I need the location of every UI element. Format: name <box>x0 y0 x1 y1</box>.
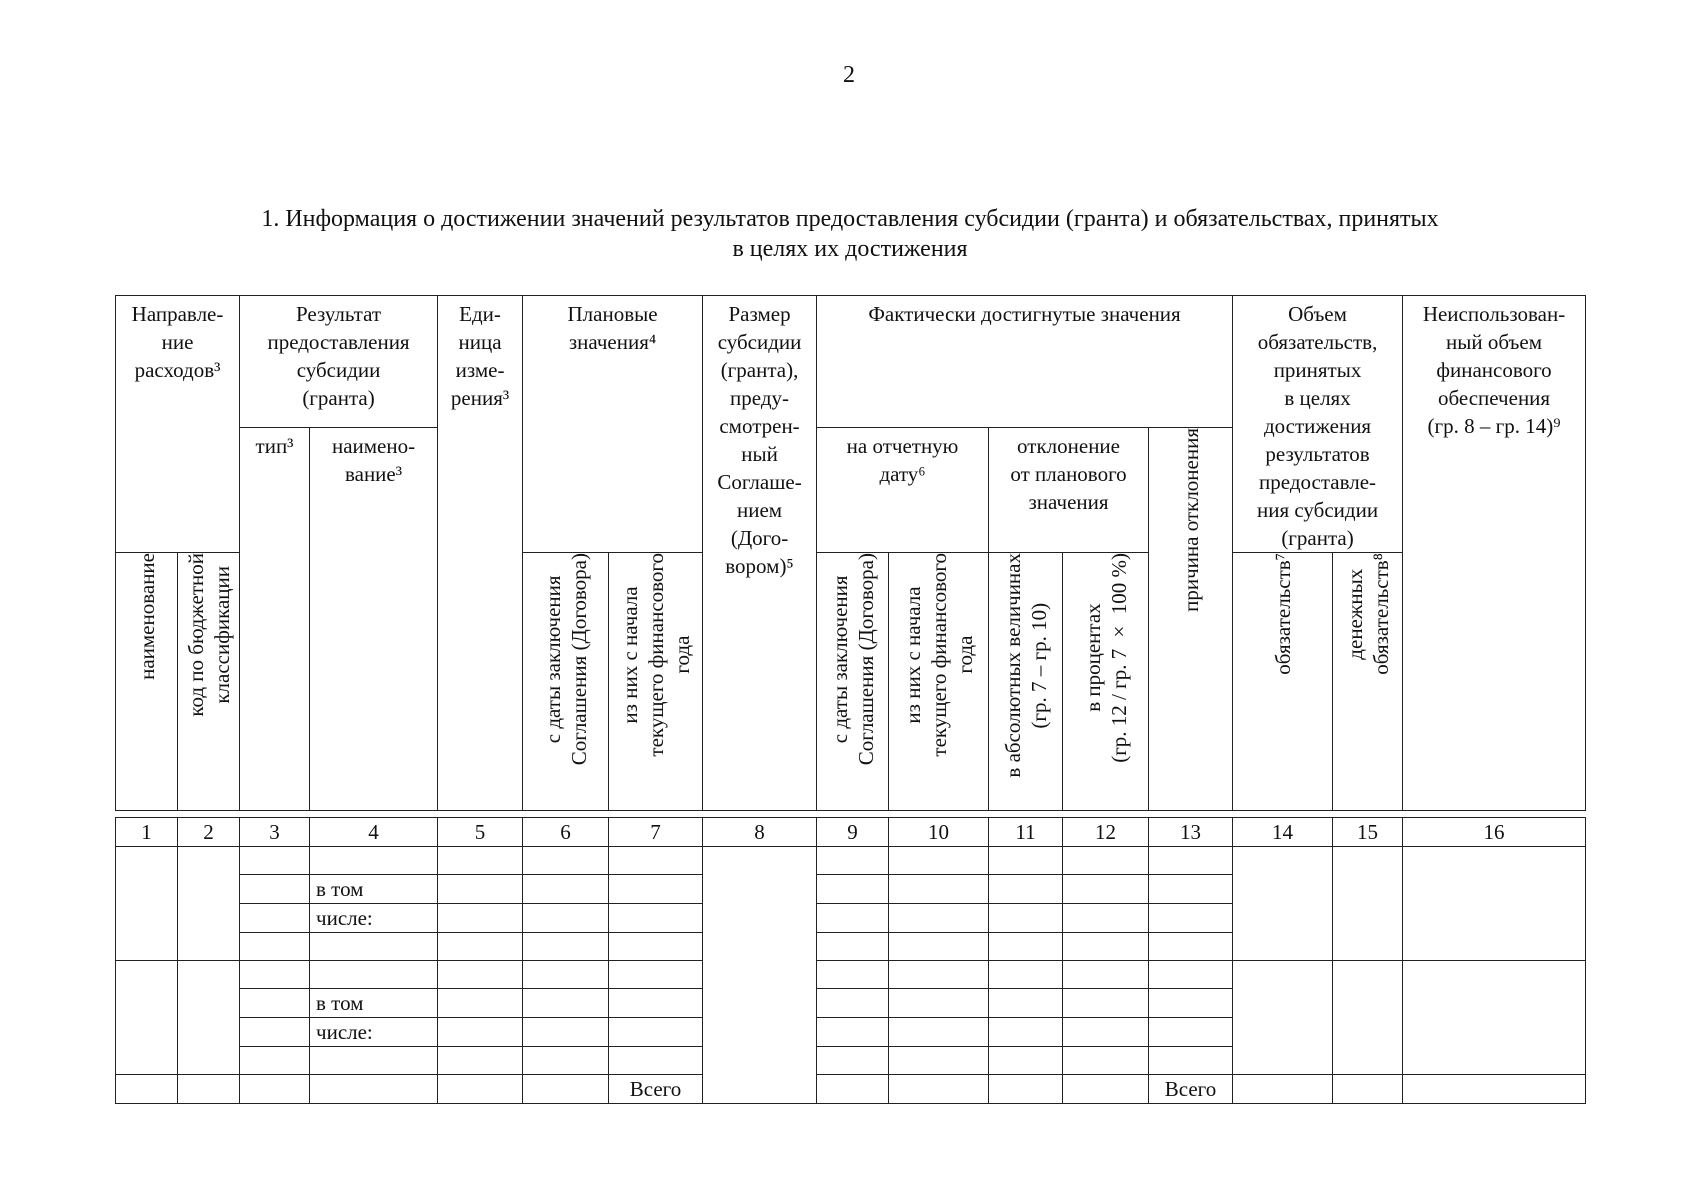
table-cell <box>989 875 1063 904</box>
table-cell <box>1063 989 1149 1018</box>
header-prichina: причина отклонения <box>1149 428 1233 811</box>
header-napravlenie: Направле- ние расходов³ <box>116 296 240 553</box>
header-tip: тип³ <box>240 428 310 811</box>
table-cell <box>989 904 1063 933</box>
table-cell <box>1063 875 1149 904</box>
col-num: 13 <box>1149 818 1233 847</box>
section-title <box>120 204 1580 264</box>
header-proc: в процентах (гр. 12 / гр. 7 × 100 %) <box>1063 553 1149 811</box>
table-cell <box>609 933 703 961</box>
table-cell <box>889 904 989 933</box>
col-num: 7 <box>609 818 703 847</box>
table-cell <box>523 1075 609 1104</box>
table-cell <box>310 1047 438 1075</box>
section-title-line-1: 1. Информация о достижении значений результатов предоставления субсидии (гранта) и обязательствах, принятых <box>261 206 1439 232</box>
table-cell <box>240 961 310 989</box>
table-cell <box>889 847 989 875</box>
table-cell <box>609 875 703 904</box>
table-cell <box>438 1047 523 1075</box>
table-cell <box>609 961 703 989</box>
table-cell <box>609 847 703 875</box>
table-cell <box>1403 847 1586 961</box>
table-cell <box>1149 933 1233 961</box>
table-cell <box>1233 1075 1333 1104</box>
table-cell <box>989 1018 1063 1047</box>
table-cell <box>523 875 609 904</box>
page-number: 2 <box>843 62 855 88</box>
col-num: 6 <box>523 818 609 847</box>
header-planovye: Плановые значения⁴ <box>523 296 703 553</box>
col-num: 8 <box>703 818 817 847</box>
table-cell <box>438 904 523 933</box>
table-cell <box>1149 989 1233 1018</box>
header-naimenovanie: наименование <box>116 553 178 811</box>
col-num: 15 <box>1333 818 1403 847</box>
header-na-datu: на отчетную дату⁶ <box>817 428 989 553</box>
table-cell <box>1333 847 1403 961</box>
table-cell <box>1403 1075 1586 1104</box>
header-obyazatelstv: обязательств⁷ <box>1233 553 1333 811</box>
table-cell <box>438 989 523 1018</box>
table-cell <box>1063 847 1149 875</box>
col-num: 5 <box>438 818 523 847</box>
table-cell <box>523 961 609 989</box>
header-kod: код по бюджетной классификации <box>178 553 240 811</box>
v-tom-chisle-line-1: в том <box>310 875 438 904</box>
header-fakt: Фактически достигнутые значения <box>817 296 1233 428</box>
table-cell <box>1063 1018 1149 1047</box>
table-cell <box>523 847 609 875</box>
report-table <box>115 295 1586 1104</box>
total-label-fakt: Всего <box>1149 1075 1233 1104</box>
table-cell <box>817 961 889 989</box>
table-cell <box>438 1075 523 1104</box>
table-cell <box>438 961 523 989</box>
table-cell <box>703 847 817 1104</box>
table-cell <box>889 989 989 1018</box>
header-fakt-iz-nih: из них с начала текущего финансового года <box>889 553 989 811</box>
table-cell <box>240 989 310 1018</box>
col-num: 12 <box>1063 818 1149 847</box>
table-cell <box>240 1047 310 1075</box>
table-cell <box>1063 904 1149 933</box>
header-razmer: Размер субсидии (гранта), преду- смотрен- ный Соглаше- нием (Дого- вором)⁵ <box>703 296 817 811</box>
header-separator <box>116 811 1586 818</box>
table-cell <box>989 1075 1063 1104</box>
table-cell <box>1149 904 1233 933</box>
table-cell <box>1063 961 1149 989</box>
table-cell <box>989 933 1063 961</box>
table-cell <box>817 989 889 1018</box>
table-cell <box>609 904 703 933</box>
table-cell <box>438 1018 523 1047</box>
table-cell <box>989 989 1063 1018</box>
table-cell <box>889 961 989 989</box>
table-cell <box>438 875 523 904</box>
table-cell <box>989 961 1063 989</box>
table-cell <box>523 1018 609 1047</box>
table-cell <box>817 904 889 933</box>
table-cell <box>310 847 438 875</box>
header-abs: в абсолютных величинах (гр. 7 – гр. 10) <box>989 553 1063 811</box>
total-row <box>116 1075 1586 1104</box>
header-fakt-s-daty: с даты заключения Соглашения (Договора) <box>817 553 889 811</box>
table-cell <box>116 847 178 961</box>
table-cell <box>310 961 438 989</box>
table-cell <box>817 847 889 875</box>
table-cell <box>178 1075 240 1104</box>
table-cell <box>116 1075 178 1104</box>
header-denezhnyh: денежных обязательств⁸ <box>1333 553 1403 811</box>
total-label-plan: Всего <box>609 1075 703 1104</box>
table-cell <box>240 875 310 904</box>
table-cell <box>817 933 889 961</box>
table-cell <box>240 1075 310 1104</box>
header-obem: Объем обязательств, принятых в целях достижения результатов предоставле- ния субсидии (гранта) <box>1233 296 1403 553</box>
header-rezultat: Результат предоставления субсидии (гранта) <box>240 296 438 428</box>
table-cell <box>523 904 609 933</box>
v-tom-chisle-line-1: в том <box>310 989 438 1018</box>
table-cell <box>1149 875 1233 904</box>
table-cell <box>310 1075 438 1104</box>
v-tom-chisle-line-2: числе: <box>310 904 438 933</box>
table-cell <box>1333 961 1403 1075</box>
table-cell <box>523 989 609 1018</box>
table-cell <box>1233 847 1333 961</box>
section-title-line-2: в целях их достижения <box>732 236 968 262</box>
header-neisp: Неиспользован- ный объем финансового обеспечения (гр. 8 – гр. 14)⁹ <box>1403 296 1586 811</box>
v-tom-chisle-line-2: числе: <box>310 1018 438 1047</box>
table-cell <box>889 933 989 961</box>
col-num: 9 <box>817 818 889 847</box>
table-cell <box>989 1047 1063 1075</box>
table-cell <box>889 1018 989 1047</box>
header-plan-iz-nih: из них с начала текущего финансового года <box>609 553 703 811</box>
table-cell <box>438 847 523 875</box>
table-cell <box>889 1047 989 1075</box>
table-cell <box>1149 1047 1233 1075</box>
table-cell <box>1333 1075 1403 1104</box>
column-numbers-row <box>116 818 1586 847</box>
table-cell <box>817 1047 889 1075</box>
table-cell <box>889 875 989 904</box>
header-otklonenie: отклонение от планового значения <box>989 428 1149 553</box>
table-cell <box>240 933 310 961</box>
table-cell <box>523 1047 609 1075</box>
table-cell <box>609 989 703 1018</box>
table-cell <box>240 1018 310 1047</box>
table-cell <box>989 847 1063 875</box>
col-num: 14 <box>1233 818 1333 847</box>
table-cell <box>438 933 523 961</box>
col-num: 2 <box>178 818 240 847</box>
table-cell <box>1233 961 1333 1075</box>
table-cell <box>1403 961 1586 1075</box>
col-num: 1 <box>116 818 178 847</box>
table-cell <box>817 875 889 904</box>
table-cell <box>889 1075 989 1104</box>
table-cell <box>1063 1047 1149 1075</box>
table-cell <box>1063 933 1149 961</box>
col-num: 4 <box>310 818 438 847</box>
table-cell <box>1149 847 1233 875</box>
table-cell <box>609 1018 703 1047</box>
table-cell <box>609 1047 703 1075</box>
col-num: 3 <box>240 818 310 847</box>
table-cell <box>310 933 438 961</box>
col-num: 10 <box>889 818 989 847</box>
header-naim-rez: наимено- вание³ <box>310 428 438 811</box>
table-cell <box>817 1075 889 1104</box>
table-cell <box>1149 1018 1233 1047</box>
table-cell <box>240 904 310 933</box>
table-cell <box>523 933 609 961</box>
table-cell <box>817 1018 889 1047</box>
col-num: 11 <box>989 818 1063 847</box>
table-cell <box>1063 1075 1149 1104</box>
table-cell <box>178 961 240 1075</box>
table-cell <box>1149 961 1233 989</box>
header-plan-s-daty: с даты заключения Соглашения (Договора) <box>523 553 609 811</box>
header-edinica: Еди- ница изме- рения³ <box>438 296 523 811</box>
table-cell <box>240 847 310 875</box>
table-cell <box>178 847 240 961</box>
col-num: 16 <box>1403 818 1586 847</box>
table-cell <box>116 961 178 1075</box>
